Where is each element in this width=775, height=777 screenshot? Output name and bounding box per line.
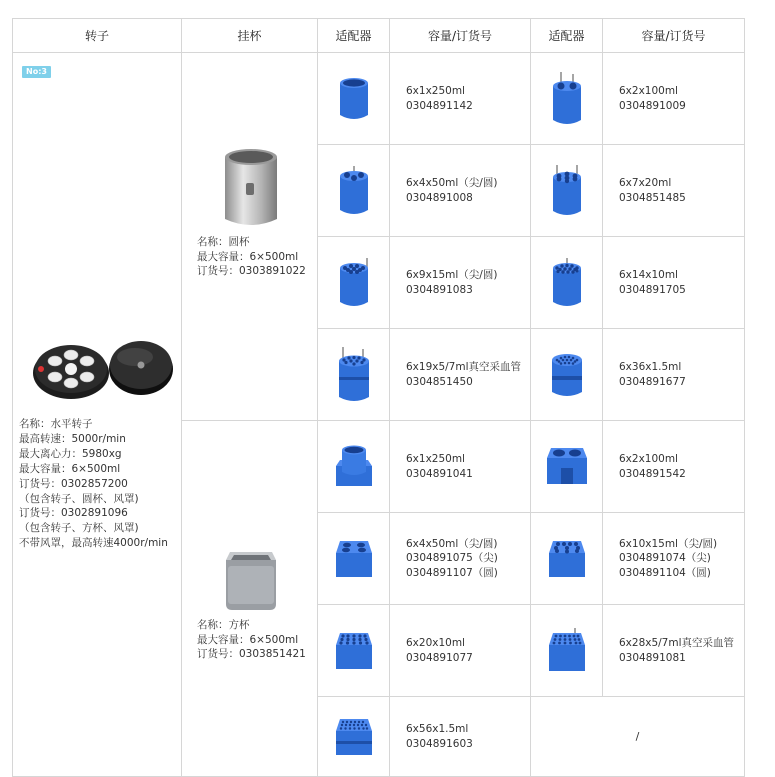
- adapter-image-cell: [318, 605, 390, 697]
- adapter-image-cell: [318, 53, 390, 145]
- capacity-value: 6x56x1.5ml: [406, 723, 469, 735]
- capacity-value: 6x2x100ml: [619, 85, 678, 97]
- adapter-image-cell: [531, 53, 603, 145]
- rotor-order-note-2: （包含转子、方杯、风罩): [19, 522, 139, 535]
- capacity-cell: [390, 513, 531, 605]
- header-capacity-2: 容量/订货号: [603, 19, 745, 53]
- capacity-cell: [603, 237, 745, 329]
- square-adapter-56-hole-icon: [332, 715, 376, 759]
- order-number: 0304851485: [619, 191, 686, 204]
- header-adapter-2: 适配器: [531, 19, 603, 53]
- square-adapter-10-hole-icon: [545, 537, 589, 581]
- header-bucket: 挂杯: [182, 19, 318, 53]
- round-bucket-capacity: 最大容量：6×500ml: [197, 250, 299, 263]
- adapter-image-cell: [531, 329, 603, 421]
- capacity-value: 6x2x100ml: [619, 453, 678, 465]
- header-capacity-1: 容量/订货号: [390, 19, 531, 53]
- capacity-cell: [390, 53, 531, 145]
- square-bucket-cell: [182, 421, 318, 777]
- order-number: 0304891083: [406, 283, 473, 296]
- order-number-round: 0304891107（圆): [406, 566, 498, 579]
- order-number: 0304891677: [619, 375, 686, 388]
- round-bucket-order-no: 订货号：0303891022: [197, 265, 306, 277]
- capacity-cell: [603, 53, 745, 145]
- adapter-image-cell: [318, 513, 390, 605]
- adapter-image-cell: [318, 237, 390, 329]
- round-adapter-7-hole-icon: [547, 163, 587, 219]
- capacity-value: 6x1x250ml: [406, 85, 465, 97]
- rotor-cell: [13, 53, 182, 777]
- round-adapter-19-hole-icon: [333, 345, 375, 405]
- capacity-cell: [390, 605, 531, 697]
- capacity-value: 6x14x10ml: [619, 269, 678, 281]
- rotor-max-speed: 最高转速：5000r/min: [19, 432, 126, 445]
- swing-rotor-icon: [31, 329, 173, 405]
- capacity-value: 6x7x20ml: [619, 177, 672, 189]
- adapter-image-cell: [318, 145, 390, 237]
- order-number: 0304891041: [406, 467, 473, 480]
- round-bucket-cell: [182, 53, 318, 421]
- square-bucket-info: [197, 618, 306, 662]
- adapter-image-cell: [531, 605, 603, 697]
- order-number: 0304891603: [406, 737, 473, 750]
- order-number: 0304891705: [619, 283, 686, 296]
- rotor-no-windshield-note: 不带风罩，最高转速4000r/min: [19, 537, 168, 550]
- order-number-tapered: 0304891075（尖): [406, 552, 498, 565]
- rotor-order-note-1: （包含转子、圆杯、风罩): [19, 492, 139, 505]
- header-adapter-1: 适配器: [318, 19, 390, 53]
- capacity-cell: [390, 697, 531, 777]
- rotor-order-no-1: 订货号：0302857200: [19, 477, 128, 490]
- capacity-cell: [603, 145, 745, 237]
- rotor-info: [19, 417, 168, 551]
- adapter-image-cell: [318, 329, 390, 421]
- order-number: 0304891081: [619, 651, 686, 664]
- rotor-name: 名称：水平转子: [19, 418, 93, 430]
- capacity-value: 6x28x5/7ml真空采血管: [619, 637, 735, 649]
- order-number: 0304891542: [619, 467, 686, 480]
- square-adapter-28-hole-icon: [545, 627, 589, 675]
- square-bucket-capacity: 最大容量：6×500ml: [197, 633, 299, 646]
- square-adapter-4-hole-icon: [332, 537, 376, 581]
- adapter-image-cell: [531, 145, 603, 237]
- round-adapter-2-hole-icon: [547, 70, 587, 128]
- round-adapter-36-hole-icon: [547, 350, 587, 400]
- capacity-cell: [390, 237, 531, 329]
- capacity-cell: [603, 329, 745, 421]
- empty-cell: /: [531, 697, 745, 777]
- capacity-value: 6x9x15ml（尖/圆): [406, 269, 498, 281]
- round-adapter-9-hole-icon: [334, 256, 374, 310]
- model-badge: No:3: [22, 66, 51, 78]
- square-bucket-order-no: 订货号：0303851421: [197, 648, 306, 660]
- header-rotor: 转子: [13, 19, 182, 53]
- order-number: 0304851450: [406, 375, 473, 388]
- capacity-cell: [603, 421, 745, 513]
- square-bucket-icon: [222, 548, 280, 618]
- adapter-image-cell: [318, 421, 390, 513]
- capacity-cell: [603, 605, 745, 697]
- round-adapter-4-hole-icon: [334, 164, 374, 218]
- square-adapter-20-hole-icon: [332, 629, 376, 673]
- rotor-max-rcf: 最大离心力：5980xg: [19, 447, 122, 460]
- capacity-value: 6x1x250ml: [406, 453, 465, 465]
- capacity-cell: [390, 145, 531, 237]
- rotor-spec-table: [12, 18, 745, 777]
- square-adapter-1-hole-icon: [332, 442, 376, 492]
- square-bucket-name: 名称：方杯: [197, 619, 250, 631]
- round-bucket-info: [197, 235, 306, 279]
- adapter-image-cell: [531, 513, 603, 605]
- order-number-tapered: 0304891074（尖): [619, 552, 711, 565]
- round-bucket-icon: [222, 147, 280, 233]
- capacity-value: 6x19x5/7ml真空采血管: [406, 361, 522, 373]
- capacity-value: 6x36x1.5ml: [619, 361, 682, 373]
- rotor-order-no-2: 订货号：0302891096: [19, 507, 128, 520]
- rotor-max-capacity: 最大容量：6×500ml: [19, 462, 121, 475]
- round-adapter-1-hole-icon: [334, 75, 374, 123]
- capacity-value: 6x20x10ml: [406, 637, 465, 649]
- capacity-value: 6x4x50ml（尖/圆): [406, 177, 498, 189]
- order-number: 0304891009: [619, 99, 686, 112]
- round-bucket-name: 名称：圆杯: [197, 236, 250, 248]
- adapter-image-cell: [531, 237, 603, 329]
- round-adapter-14-hole-icon: [547, 256, 587, 310]
- adapter-image-cell: [531, 421, 603, 513]
- capacity-cell: [390, 329, 531, 421]
- square-adapter-2-hole-icon: [543, 444, 591, 490]
- order-number: 0304891077: [406, 651, 473, 664]
- capacity-cell: [603, 513, 745, 605]
- capacity-value: 6x10x15ml（尖/圆): [619, 537, 718, 550]
- order-number: 0304891142: [406, 99, 473, 112]
- order-number: 0304891008: [406, 191, 473, 204]
- adapter-image-cell: [318, 697, 390, 777]
- capacity-value: 6x4x50ml（尖/圆): [406, 537, 498, 550]
- capacity-cell: [390, 421, 531, 513]
- order-number-round: 0304891104（圆): [619, 566, 711, 579]
